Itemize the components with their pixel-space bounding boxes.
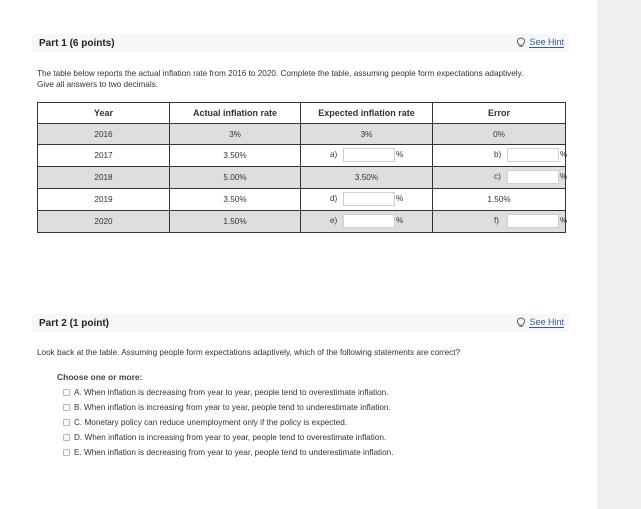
error-cell — [433, 145, 566, 167]
option-c[interactable] — [63, 418, 347, 427]
actual-cell: 1.50% — [170, 211, 301, 233]
error-cell: 1.50% — [433, 189, 566, 211]
option-b-label[interactable]: B. When inflation is increasing from year to year, people tend to underestimate inflation. — [74, 403, 391, 412]
answer-input-b[interactable] — [507, 148, 559, 162]
percent-unit: % — [396, 194, 404, 204]
part2-hint-label[interactable]: See Hint — [529, 317, 564, 327]
option-e[interactable] — [63, 448, 394, 457]
expected-cell — [301, 189, 433, 211]
answer-input-f[interactable] — [507, 214, 559, 228]
table-row — [38, 189, 566, 211]
header-year: Year — [38, 103, 170, 124]
table-row — [38, 145, 566, 167]
inflation-table — [37, 102, 566, 233]
option-d[interactable] — [63, 433, 386, 442]
option-a[interactable] — [63, 388, 388, 397]
error-cell — [433, 211, 566, 233]
actual-cell: 3% — [170, 124, 301, 145]
table-row — [38, 167, 566, 189]
percent-unit: % — [560, 150, 568, 160]
part2-question: Look back at the table. Assuming people form expectations adaptively, which of the following statements are correct? — [37, 348, 461, 357]
option-d-label[interactable]: D. When inflation is increasing from year to year, people tend to overestimate inflation. — [74, 433, 387, 442]
answer-label-c: c) — [494, 172, 501, 182]
table-header-row — [38, 103, 566, 124]
option-b-checkbox[interactable] — [63, 404, 70, 411]
answer-input-d[interactable] — [343, 192, 395, 206]
percent-unit: % — [396, 150, 404, 160]
part1-question-line2: Give all answers to two decimals. — [37, 80, 159, 89]
choose-instruction: Choose one or more: — [57, 372, 143, 382]
percent-unit: % — [560, 172, 568, 182]
part2-header — [32, 314, 569, 332]
answer-label-e: e) — [330, 216, 338, 226]
percent-unit: % — [396, 216, 404, 226]
year-cell: 2019 — [38, 189, 170, 211]
actual-cell: 5.00% — [170, 167, 301, 189]
expected-cell — [301, 145, 433, 167]
actual-cell: 3.50% — [170, 189, 301, 211]
expected-cell: 3.50% — [301, 167, 433, 189]
right-side-panel — [597, 0, 641, 509]
header-error: Error — [433, 103, 566, 124]
part1-header — [32, 34, 569, 52]
option-c-label[interactable]: C. Monetary policy can reduce unemployment only if the policy is expected. — [74, 418, 348, 427]
percent-unit: % — [560, 216, 568, 226]
option-b[interactable] — [63, 403, 391, 412]
actual-cell: 3.50% — [170, 145, 301, 167]
answer-label-f: f) — [494, 216, 500, 226]
answer-input-a[interactable] — [343, 148, 395, 162]
table-row — [38, 124, 566, 145]
year-cell: 2020 — [38, 211, 170, 233]
header-expected-inflation: Expected inflation rate — [301, 103, 433, 124]
year-cell: 2018 — [38, 167, 170, 189]
part1-title: Part 1 (6 points) — [39, 38, 115, 49]
option-e-checkbox[interactable] — [63, 449, 70, 456]
option-a-checkbox[interactable] — [63, 389, 70, 396]
part2-see-hint-link[interactable] — [516, 317, 564, 328]
lightbulb-icon — [516, 317, 526, 328]
table-row — [38, 211, 566, 233]
part1-question-line1: The table below reports the actual inflation rate from 2016 to 2020. Complete the table, assuming people form expectations adaptively. — [37, 69, 524, 78]
option-a-label[interactable]: A. When inflation is decreasing from year to year, people tend to overestimate inflation. — [74, 388, 389, 397]
option-e-label[interactable]: E. When inflation is decreasing from year to year, people tend to underestimate inflation. — [74, 448, 394, 457]
answer-label-b: b) — [494, 150, 502, 160]
error-cell — [433, 167, 566, 189]
answer-input-c[interactable] — [507, 170, 559, 184]
answer-label-d: d) — [330, 194, 338, 204]
expected-cell — [301, 211, 433, 233]
option-d-checkbox[interactable] — [63, 434, 70, 441]
header-actual-inflation: Actual inflation rate — [170, 103, 301, 124]
part1-question — [37, 68, 523, 90]
part1-see-hint-link[interactable] — [516, 37, 564, 48]
lightbulb-icon — [516, 37, 526, 48]
option-c-checkbox[interactable] — [63, 419, 70, 426]
part1-hint-label[interactable]: See Hint — [529, 37, 564, 47]
year-cell: 2017 — [38, 145, 170, 167]
year-cell: 2016 — [38, 124, 170, 145]
error-cell: 0% — [433, 124, 566, 145]
part2-title: Part 2 (1 point) — [39, 318, 110, 329]
answer-label-a: a) — [330, 150, 338, 160]
expected-cell: 3% — [301, 124, 433, 145]
answer-input-e[interactable] — [343, 214, 395, 228]
